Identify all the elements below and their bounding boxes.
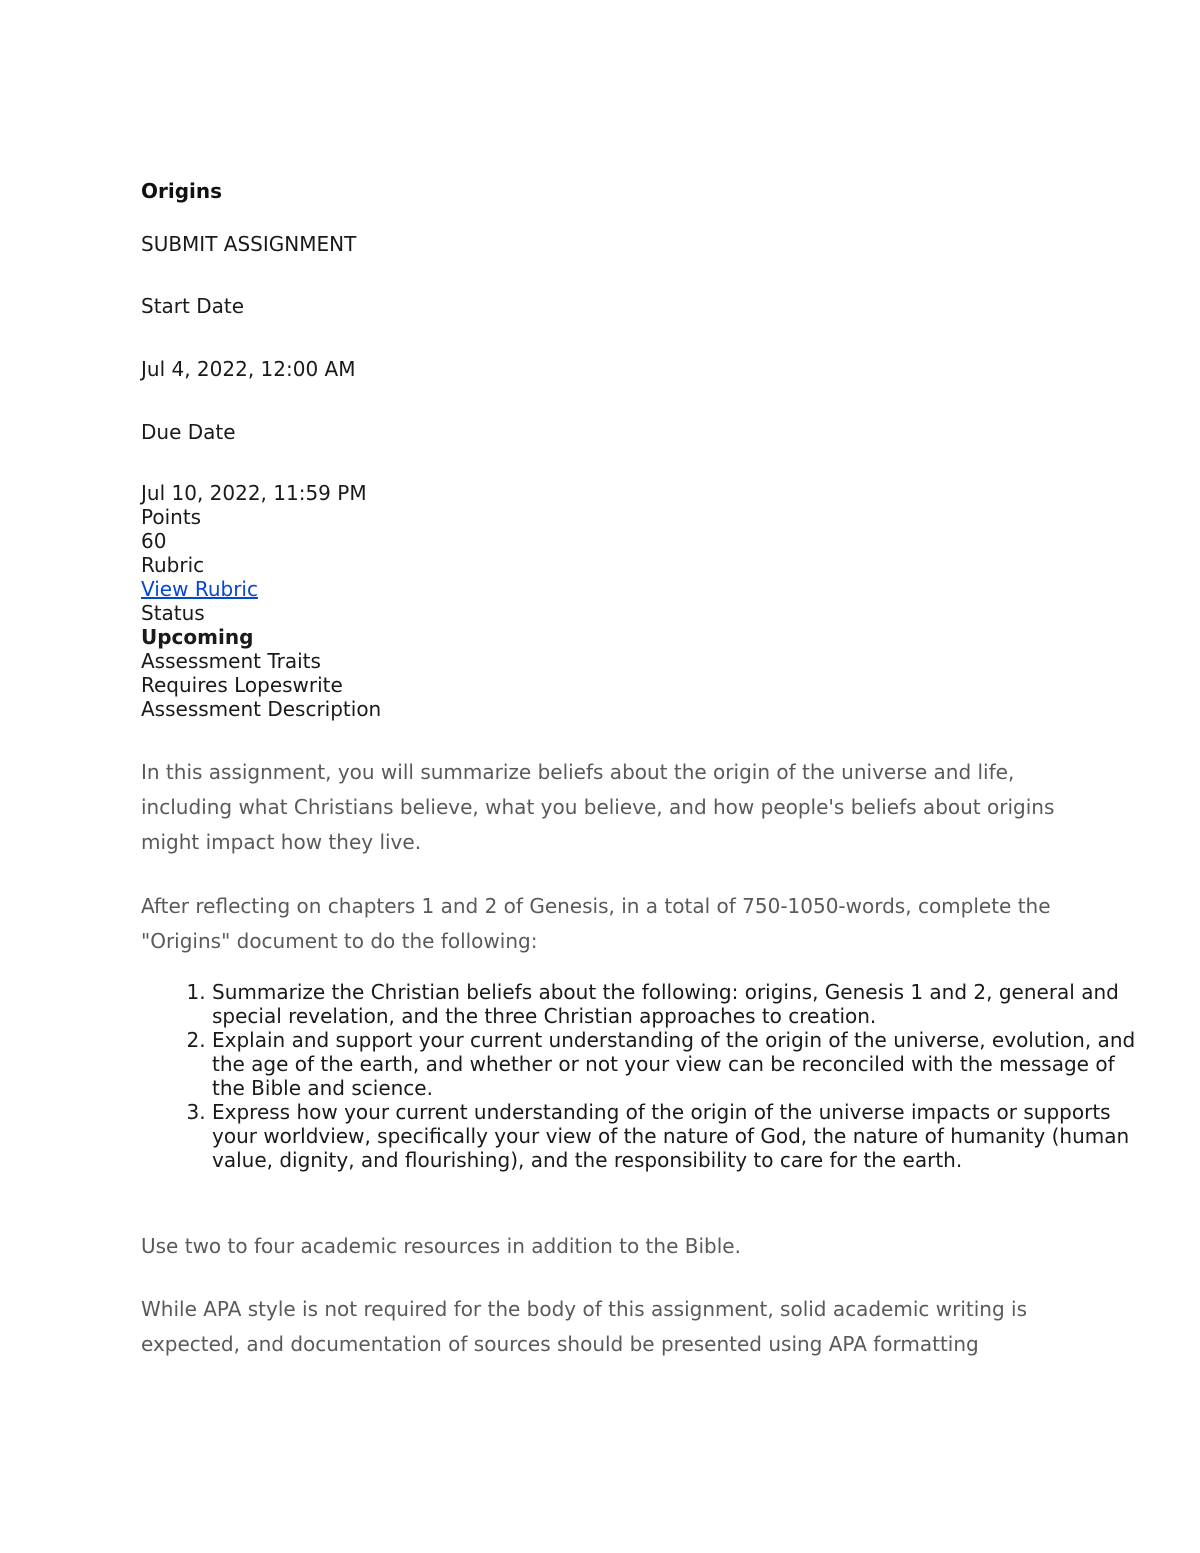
rubric-label: Rubric — [141, 553, 205, 577]
description-paragraph-instructions: After reflecting on chapters 1 and 2 of Genesis, in a total of 750-1050-words, complete the "Origins" document to do the following: — [141, 894, 1051, 953]
start-date-label: Start Date — [141, 294, 245, 318]
due-date-value: Jul 10, 2022, 11:59 PM — [141, 481, 367, 505]
start-date-value: Jul 4, 2022, 12:00 AM — [141, 357, 356, 381]
description-paragraph-apa: While APA style is not required for the body of this assignment, solid academic writing is expected, and documentation of sources should be presented using APA formatting — [141, 1297, 1027, 1356]
submit-assignment-label[interactable]: SUBMIT ASSIGNMENT — [141, 232, 357, 256]
description-paragraph-intro: In this assignment, you will summarize beliefs about the origin of the universe and life, including what Christians believe, what you believe, and how people's beliefs about origins might impact how they live. — [141, 760, 1055, 854]
assignment-meta — [141, 481, 381, 721]
requirement-item: 2. Explain and support your current understanding of the origin of the universe, evolution, and the age of the earth, and whether or not your view can be reconciled with the message of the Bible and science. — [212, 1028, 1142, 1100]
status-label: Status — [141, 601, 205, 625]
requirement-item: 3. Express how your current understanding of the origin of the universe impacts or supports your worldview, specifically your view of the nature of God, the nature of humanity (human value, dignity, and flourishing), and the responsibility to care for the earth. — [212, 1100, 1142, 1172]
status-value: Upcoming — [141, 625, 254, 649]
due-date-label: Due Date — [141, 420, 236, 444]
page-title: Origins — [141, 179, 223, 203]
requirement-item: 1. Summarize the Christian beliefs about the following: origins, Genesis 1 and 2, general and special revelation, and the three Christian approaches to creation. — [212, 980, 1142, 1028]
traits-value: Requires Lopeswrite — [141, 673, 343, 697]
description-label: Assessment Description — [141, 697, 382, 721]
points-label: Points — [141, 505, 202, 529]
requirements-list — [141, 980, 1142, 1172]
traits-label: Assessment Traits — [141, 649, 321, 673]
points-value: 60 — [141, 529, 167, 553]
view-rubric-link[interactable]: View Rubric — [141, 577, 258, 601]
description-paragraph-resources: Use two to four academic resources in addition to the Bible. — [141, 1234, 741, 1258]
